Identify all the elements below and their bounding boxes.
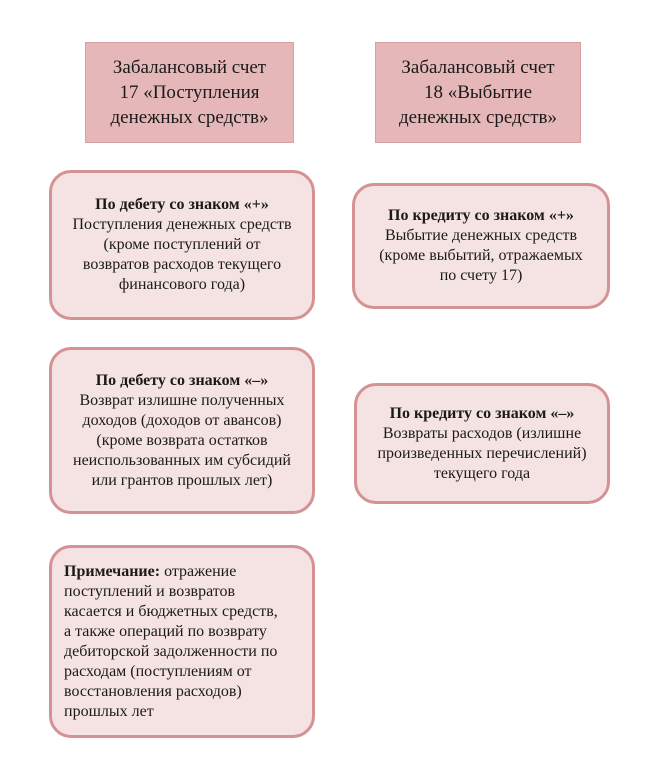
credit-plus-line3: по счету 17) <box>439 267 523 284</box>
account-17-header-line3: денежных средств» <box>110 107 269 128</box>
note-label: Примечание: <box>64 562 161 580</box>
debit-plus-box <box>49 170 315 320</box>
account-17-header-line1: Забалансовый счет <box>112 57 267 78</box>
debit-minus-line2: доходов (доходов от авансов) <box>82 411 282 429</box>
credit-plus-line1: Выбытие денежных средств <box>384 227 578 244</box>
note-box <box>49 545 315 738</box>
note-line2: поступлений и возвратов <box>64 582 236 600</box>
debit-minus-line5: или грантов прошлых лет) <box>91 471 273 489</box>
credit-plus-title: По кредиту со знаком «+» <box>388 207 574 224</box>
note-line8: прошлых лет <box>64 702 154 720</box>
debit-plus-title: По дебету со знаком «+» <box>95 196 269 213</box>
credit-plus-line2: (кроме выбытий, отражаемых <box>379 247 583 264</box>
account-18-header-line1: Забалансовый счет <box>401 57 555 78</box>
credit-minus-box <box>354 383 610 504</box>
debit-plus-line2: (кроме поступлений от <box>103 236 261 253</box>
debit-minus-line1: Возврат излишне полученных <box>79 391 285 409</box>
account-18-header-line2: 18 «Выбытие <box>423 82 533 103</box>
note-line1 <box>64 562 236 582</box>
credit-minus-line3: текущего года <box>433 464 531 482</box>
debit-plus-line3: возвратов расходов текущего <box>82 256 282 273</box>
debit-minus-title: По дебету со знаком «–» <box>95 371 269 389</box>
debit-plus-line1: Поступления денежных средств <box>72 216 292 233</box>
account-17-header <box>85 42 294 143</box>
credit-minus-title: По кредиту со знаком «–» <box>389 404 575 422</box>
credit-plus-box <box>352 183 610 309</box>
note-line6: расходам (поступлениям от <box>64 662 252 680</box>
credit-minus-line2: произведенных перечислений) <box>377 444 587 462</box>
note-line5: дебиторской задолженности по <box>64 642 278 660</box>
debit-minus-box <box>49 347 315 514</box>
account-18-header-line3: денежных средств» <box>398 107 557 128</box>
note-line3: касается и бюджетных средств, <box>64 602 278 620</box>
account-17-header-line2: 17 «Поступления <box>119 82 260 103</box>
note-line4: а также операций по возврату <box>64 622 267 640</box>
note-line1-text: отражение <box>160 562 237 580</box>
debit-minus-line4: неиспользованных им субсидий <box>73 451 291 469</box>
credit-minus-line1: Возвраты расходов (излишне <box>382 424 582 442</box>
debit-minus-line3: (кроме возврата остатков <box>96 431 268 449</box>
note-line7: восстановления расходов) <box>64 682 242 700</box>
debit-plus-line4: финансового года) <box>118 276 246 293</box>
account-18-header <box>375 42 581 143</box>
